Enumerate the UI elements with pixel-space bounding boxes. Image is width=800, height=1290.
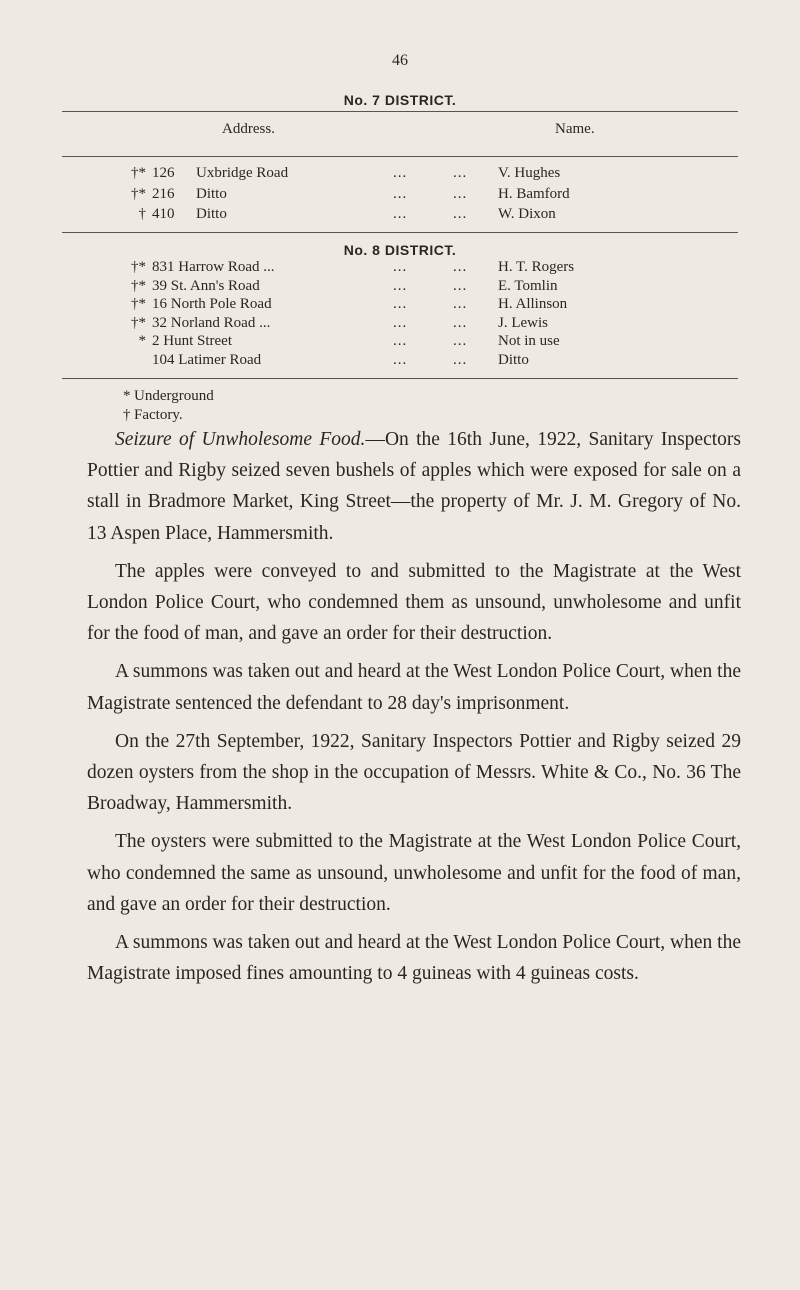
- leader-dots: ...: [453, 278, 468, 294]
- table-row: [0, 165, 800, 185]
- leader-dots: ...: [453, 259, 468, 275]
- table-row: [0, 333, 800, 353]
- row-address: 16 North Pole Road: [152, 296, 272, 312]
- leader-dots: ...: [453, 315, 468, 331]
- footnote-mark: †: [123, 407, 131, 423]
- leader-dots: ...: [453, 352, 468, 368]
- row-name: Ditto: [498, 352, 529, 368]
- leader-dots: ...: [453, 206, 468, 222]
- row-address: 104 Latimer Road: [152, 352, 262, 368]
- row-street: Ditto: [196, 186, 227, 202]
- row-name: V. Hughes: [498, 165, 561, 181]
- table-row: [0, 186, 800, 206]
- row-marks: †: [138, 206, 146, 222]
- row-number: 126: [152, 165, 175, 181]
- row-marks: †*: [131, 165, 146, 181]
- row-number: 410: [152, 206, 175, 222]
- header-rule: [62, 156, 738, 157]
- leader-dots: ...: [393, 315, 408, 331]
- row-street: Ditto: [196, 206, 227, 222]
- row-address: 2 Hunt Street: [152, 333, 232, 349]
- leader-dots: ...: [393, 259, 408, 275]
- district-7-title: No. 7 DISTRICT.: [343, 92, 457, 108]
- paragraph: A summons was taken out and heard at the West London Police Court, when the Magistrate sentenced the defendant to 28 day's imprisonment.: [87, 661, 741, 714]
- district-8-title: No. 8 DISTRICT.: [343, 242, 457, 258]
- body-text: [87, 424, 741, 996]
- table-row: [0, 315, 800, 335]
- paragraph-text: —On the 16th June, 1922, Sanitary Inspectors Pottier and Rigby seized seven bushels of apples which were exposed for sale on a stall in Bradmore Market, King Street—the property of Mr. J. M. Gregory of No. 13 Aspen Place, Hammersmith.: [87, 429, 741, 544]
- leader-dots: ...: [393, 206, 408, 222]
- row-name: J. Lewis: [498, 315, 548, 331]
- leader-dots: ...: [393, 352, 408, 368]
- district-divider-rule: [62, 232, 738, 233]
- row-marks: †*: [131, 315, 146, 331]
- paragraph: [87, 424, 741, 549]
- table-top-rule: [62, 111, 738, 112]
- row-street: Uxbridge Road: [196, 165, 289, 181]
- row-name: H. Allinson: [498, 296, 568, 312]
- table-row: [0, 296, 800, 316]
- row-marks: †*: [131, 259, 146, 275]
- paragraph: A summons was taken out and heard at the West London Police Court, when the Magistrate imposed fines amounting to 4 guineas with 4 guineas costs.: [87, 932, 741, 985]
- footnote-text: Factory.: [134, 407, 183, 423]
- row-address: 32 Norland Road ...: [152, 315, 271, 331]
- row-address: 831 Harrow Road ...: [152, 259, 275, 275]
- row-marks: †*: [131, 186, 146, 202]
- leader-dots: ...: [453, 296, 468, 312]
- footnote-text: Underground: [134, 388, 214, 404]
- table-row: [0, 352, 800, 372]
- row-name: H. Bamford: [498, 186, 570, 202]
- table-row: [0, 278, 800, 298]
- paragraph: On the 27th September, 1922, Sanitary Inspectors Pottier and Rigby seized 29 dozen oysters from the shop in the occupation of Messrs. White & Co., No. 36 The Broadway, Hammersmith.: [87, 730, 741, 815]
- table-bottom-rule: [62, 378, 738, 379]
- row-name: W. Dixon: [498, 206, 556, 222]
- row-name: Not in use: [498, 333, 560, 349]
- row-name: H. T. Rogers: [498, 259, 575, 275]
- address-column-header: Address.: [222, 121, 275, 137]
- table-row: [0, 206, 800, 226]
- leader-dots: ...: [393, 278, 408, 294]
- leader-dots: ...: [453, 165, 468, 181]
- row-marks: †*: [131, 278, 146, 294]
- row-address: 39 St. Ann's Road: [152, 278, 260, 294]
- footnote-mark: *: [123, 388, 131, 404]
- row-marks: †*: [131, 296, 146, 312]
- leader-dots: ...: [453, 333, 468, 349]
- name-column-header: Name.: [555, 121, 595, 137]
- row-marks: *: [138, 333, 146, 349]
- paragraph: The apples were conveyed to and submitted to the Magistrate at the West London Police Court, who condemned them as unsound, unwholesome and unfit for the food of man, and gave an order for their destruction.: [87, 560, 741, 645]
- paragraph: The oysters were submitted to the Magistrate at the West London Police Court, who condemned the same as unsound, unwholesome and unfit for the food of man, and gave an order for their destruction.: [87, 831, 741, 915]
- leader-dots: ...: [453, 186, 468, 202]
- leader-dots: ...: [393, 165, 408, 181]
- section-heading: Seizure of Unwholesome Food.: [115, 429, 366, 450]
- row-number: 216: [152, 186, 175, 202]
- footnote-underground: [0, 388, 800, 408]
- table-row: [0, 259, 800, 279]
- leader-dots: ...: [393, 296, 408, 312]
- leader-dots: ...: [393, 333, 408, 349]
- leader-dots: ...: [393, 186, 408, 202]
- page-number: 46: [392, 52, 408, 69]
- row-name: E. Tomlin: [498, 278, 558, 294]
